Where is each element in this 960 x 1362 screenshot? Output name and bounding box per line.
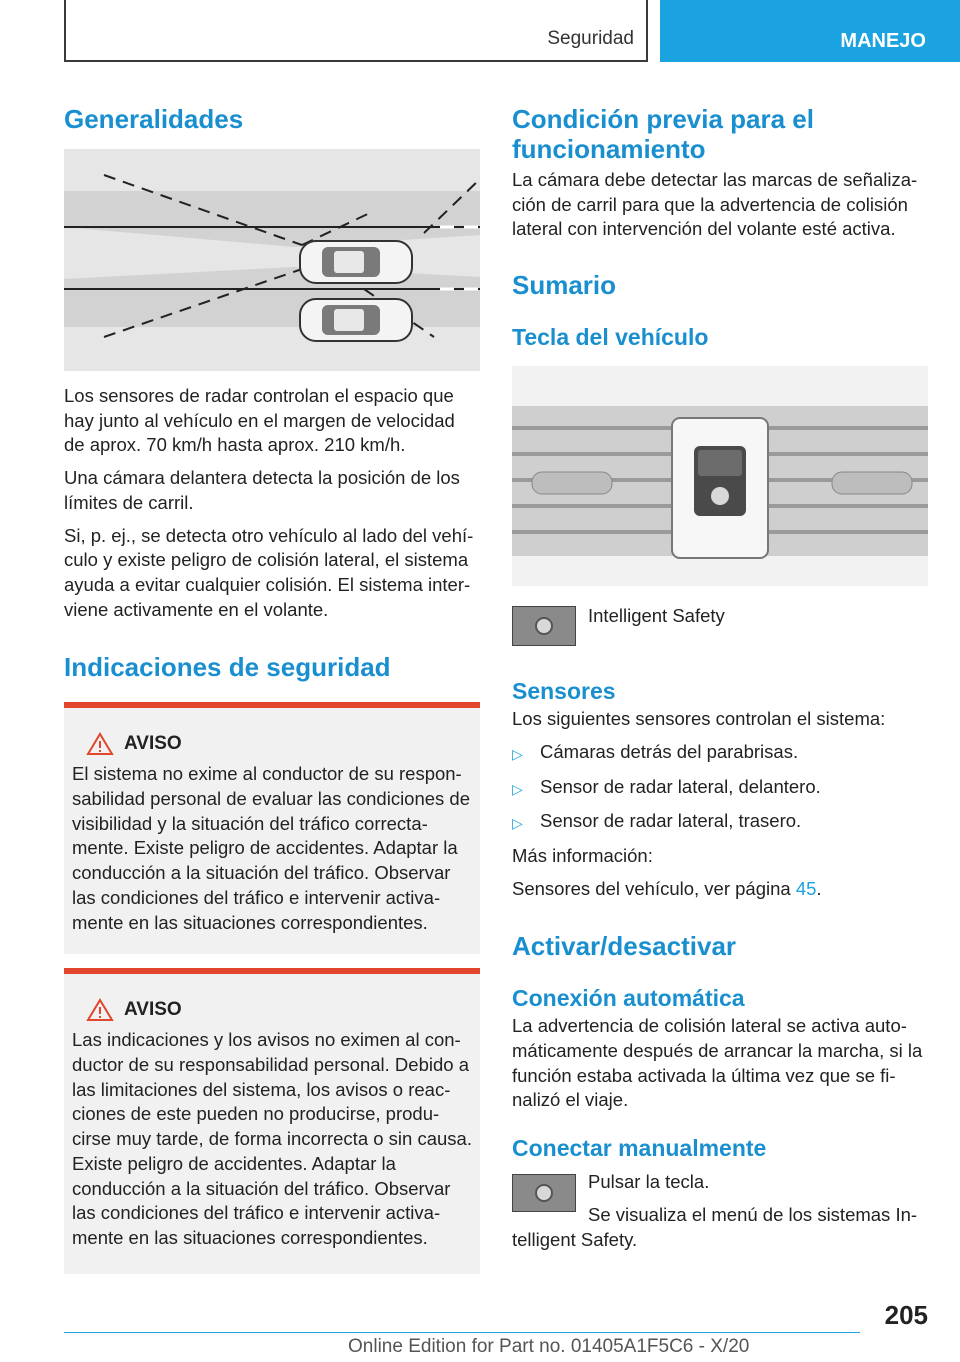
footer-edition: Online Edition for Part no. 01405A1F5C6 - X/20 bbox=[348, 1336, 750, 1357]
car-top-icon bbox=[300, 241, 412, 283]
header-section: Seguridad bbox=[547, 28, 634, 49]
car-bottom-icon bbox=[300, 299, 412, 341]
warning-header-1 bbox=[72, 732, 472, 756]
warning-text-2: Las indicaciones y los avisos no eximen al con-ductor de su responsabilidad personal. Debido a las limitaciones del sistema, los avisos o reac-ciones de este pueden no producirse, produ-cirse muy tarde, de forma incorrecta o sin causa. Existe peligro de accidentes. Adaptar la conducción a la situación del tráfico. Observar las condiciones del tráfico e intervenir activa-mente en las situaciones correspondientes. bbox=[72, 1029, 472, 1248]
manual-result-continued: telligent Safety. bbox=[512, 1228, 638, 1250]
sensores-heading: Sensores bbox=[512, 678, 616, 705]
lane-diagram-figure bbox=[64, 149, 480, 371]
safety-heading: Indicaciones de seguridad bbox=[64, 652, 391, 683]
page-number: 205 bbox=[884, 1300, 928, 1330]
auto-heading: Conexión automática bbox=[512, 985, 745, 1012]
manual-step: Pulsar la tecla. bbox=[588, 1171, 710, 1193]
warning-box-1 bbox=[64, 702, 480, 954]
tecla-heading: Tecla del vehículo bbox=[512, 324, 709, 351]
footer-rule bbox=[64, 1332, 860, 1333]
right-column bbox=[512, 104, 928, 1252]
generalidades-paragraph-3: Si, p. ej., se detecta otro vehículo al lado del vehí-culo y existe peligro de colisión lateral, el sistema ayuda a evitar cualquier colisión. El sistema inter-viene activamente en el volante. bbox=[64, 524, 474, 620]
warning-triangle-icon bbox=[86, 998, 114, 1022]
manual-result-line: Se visualiza el menú de los sistemas In- bbox=[588, 1203, 918, 1225]
intelligent-safety-button-icon bbox=[512, 606, 576, 646]
intelligent-safety-button-icon bbox=[512, 1174, 576, 1212]
page-45-link[interactable]: 45 bbox=[795, 877, 817, 899]
warning-label-2: AVISO bbox=[124, 999, 182, 1021]
header-box bbox=[64, 0, 648, 62]
sensor-list-item: ▷ Sensor de radar lateral, delantero. bbox=[512, 775, 928, 802]
warning-box-2 bbox=[64, 968, 480, 1274]
warning-text-1: El sistema no exime al conductor de su respon-sabilidad personal de evaluar las condiciones de visibilidad y la situación del tráfico correcta-mente. Existe peligro de accidentes. Adaptar la conducción a la situación del tráfico. Observar las condiciones del tráfico e intervenir activa-mente en las situaciones correspondientes. bbox=[72, 763, 471, 933]
warning-header-2 bbox=[72, 998, 472, 1022]
sensores-reference: Sensores del vehículo, ver página 45. bbox=[512, 877, 822, 899]
auto-text: La advertencia de colisión lateral se activa auto-máticamente después de arrancar la marcha, si la función estaba activada la última vez que se fi-nalizó el viaje. bbox=[512, 1015, 923, 1111]
header-chapter-tab: MANEJO bbox=[660, 0, 960, 62]
generalidades-paragraph-1: Los sensores de radar controlan el espacio que hay junto al vehículo en el margen de velocidad de aprox. 70 km/h hasta aprox. 210 km/h. bbox=[64, 385, 455, 456]
manual-step-row bbox=[512, 1170, 928, 1227]
condicion-text: La cámara debe detectar las marcas de señaliza-ción de carril para que la advertencia de colisión lateral con intervención del volante esté activa. bbox=[512, 169, 918, 240]
warning-triangle-icon bbox=[86, 732, 114, 756]
condicion-heading: Condición previa para el funcionamiento bbox=[512, 104, 814, 164]
sensores-intro: Los siguientes sensores controlan el sistema: bbox=[512, 708, 886, 730]
mas-info-label: Más información: bbox=[512, 844, 653, 866]
warning-label-1: AVISO bbox=[124, 733, 182, 755]
generalidades-heading: Generalidades bbox=[64, 104, 244, 134]
left-column bbox=[64, 104, 480, 1274]
tecla-caption-row bbox=[512, 606, 928, 646]
activar-heading: Activar/desactivar bbox=[512, 931, 737, 962]
sumario-heading: Sumario bbox=[512, 270, 617, 301]
vent-panel-svg bbox=[512, 366, 928, 586]
triangle-bullet-icon: ▷ bbox=[512, 780, 523, 797]
generalidades-paragraph-2: Una cámara delantera detecta la posición de los límites de carril. bbox=[64, 467, 460, 513]
sensor-list-item: ▷ Sensor de radar lateral, trasero. bbox=[512, 809, 928, 836]
lane-diagram-svg bbox=[64, 149, 480, 371]
tecla-caption: Intelligent Safety bbox=[588, 605, 725, 627]
manual-heading: Conectar manualmente bbox=[512, 1135, 767, 1162]
triangle-bullet-icon: ▷ bbox=[512, 815, 523, 832]
vehicle-button-figure bbox=[512, 366, 928, 586]
sensor-list-item: ▷ Cámaras detrás del parabrisas. bbox=[512, 740, 928, 767]
triangle-bullet-icon: ▷ bbox=[512, 745, 523, 762]
